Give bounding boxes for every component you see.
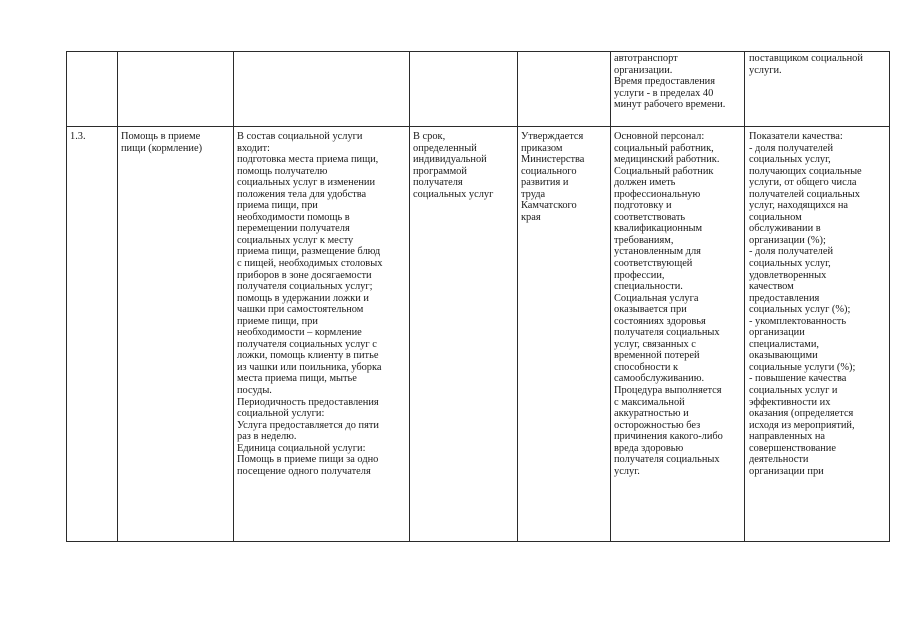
col-border-2 [233, 51, 234, 542]
text-line: социальный работник, [614, 142, 714, 154]
table-bottom-border [66, 541, 890, 542]
service-content-cell [237, 131, 407, 477]
text-line: В состав социальной услуги [237, 131, 363, 142]
text-line: социальной услуги: [237, 408, 325, 420]
text-line: Время предоставления [614, 76, 716, 88]
text-line: Основной персонал: [614, 131, 705, 142]
quality-cell [749, 131, 887, 477]
table-top-border [66, 51, 890, 52]
text-line: социальных услуг в изменении [237, 177, 376, 189]
text-line: услуги - в пределах 40 [614, 87, 714, 99]
text-line: раз в неделю. [237, 431, 297, 443]
text-line: с максимальной [614, 396, 685, 408]
text-line: посещение одного получателя [237, 465, 371, 477]
text-line: Социальный работник [614, 165, 714, 177]
text-line: предоставления [749, 292, 820, 304]
text-line: состояниях здоровья [614, 315, 706, 327]
text-line: способности к [614, 361, 679, 373]
text-line: определенный [413, 142, 477, 154]
text-line: услуг. [614, 465, 640, 477]
text-line: края [521, 211, 541, 223]
row-number: 1.3. [70, 131, 86, 142]
text-line: эффективности их [749, 396, 831, 408]
text-line: деятельности [749, 454, 809, 466]
text-line: направленных на [749, 431, 826, 443]
text-line: социальных услуг, [749, 258, 831, 270]
text-line: необходимости – кормление [237, 327, 362, 339]
text-line: помощь в удержании ложки и [237, 292, 369, 304]
text-line: приема пищи, при [237, 200, 318, 212]
text-line: получателя социальных [614, 454, 720, 466]
text-line: качеством [749, 281, 794, 293]
text-line: услуги, от общего числа [749, 177, 857, 189]
row-number-cell [70, 131, 115, 143]
text-line: причинения какого-либо [614, 431, 723, 443]
text-line: соответствовать [614, 211, 686, 223]
text-line: аккуратностью и [614, 408, 689, 420]
col-border-5 [610, 51, 611, 542]
text-line: ложки, помощь клиенту в питье [237, 350, 379, 362]
text-line: труда [521, 188, 546, 200]
text-line: социальных услуг и [749, 385, 838, 397]
text-line: услуг, находящихся на [749, 200, 849, 212]
text-line: положения тела для удобства [237, 188, 367, 200]
term-cell [413, 131, 515, 200]
text-line: развития и [521, 177, 569, 189]
prev-row-conditions-cell [614, 53, 742, 111]
text-line: программой [413, 165, 467, 177]
text-line: минут рабочего времени. [614, 99, 726, 111]
text-line: квалификационным [614, 223, 703, 235]
text-line: социальных услуг (%); [749, 304, 851, 316]
row-divider [66, 126, 890, 127]
text-line: - повышение качества [749, 373, 847, 385]
text-line: Министерства [521, 154, 585, 166]
text-line: приема пищи, размещение блюд [237, 246, 381, 258]
text-line: социальных услуг [413, 188, 494, 200]
text-line: временной потерей [614, 350, 700, 362]
text-line: услуги. [749, 64, 782, 76]
text-line: подготовку и [614, 200, 672, 212]
text-line: получателя социальных [614, 327, 720, 339]
text-line: получателя социальных услуг; [237, 281, 373, 293]
text-line: необходимости помощь в [237, 211, 350, 223]
text-line: - доля получателей [749, 246, 834, 258]
col-border-0 [66, 51, 67, 542]
text-line: из чашки или поильника, уборка [237, 361, 382, 373]
text-line: Помощь в приеме пищи за одно [237, 454, 379, 466]
text-line: приказом [521, 142, 563, 154]
col-border-7 [889, 51, 890, 542]
col-border-4 [517, 51, 518, 542]
text-line: требованиям, [614, 234, 674, 246]
text-line: осторожностью без [614, 419, 701, 431]
text-line: Процедура выполняется [614, 385, 722, 397]
text-line: оказания (определяется [749, 408, 854, 420]
text-line: получателя социальных услуг с [237, 338, 377, 350]
text-line: социальном [749, 211, 802, 223]
text-line: посуды. [237, 385, 272, 397]
text-line: поставщиком социальной [749, 53, 863, 64]
text-line: профессии, [614, 269, 665, 281]
text-line: должен иметь [614, 177, 676, 189]
text-line: Социальная услуга [614, 292, 699, 304]
text-line: Утверждается [521, 131, 584, 142]
text-line: удовлетворенных [749, 269, 827, 281]
text-line: медицинский работник. [614, 154, 720, 166]
text-line: самообслуживанию. [614, 373, 705, 385]
text-line: места приема пищи, мытье [237, 373, 357, 385]
text-line: совершенствование [749, 442, 836, 454]
text-line: - укомплектованность [749, 315, 847, 327]
text-line: Единица социальной услуги: [237, 442, 366, 454]
text-line: Помощь в приеме [121, 131, 201, 142]
text-line: автотранспорт [614, 53, 678, 64]
text-line: организации (%); [749, 234, 826, 246]
text-line: входит: [237, 142, 270, 154]
text-line: оказывается при [614, 304, 687, 316]
text-line: с пищей, необходимых столовых [237, 258, 383, 270]
text-line: специалистами, [749, 338, 819, 350]
text-line: организации [749, 327, 805, 339]
text-line: социальных услуг, [749, 154, 831, 166]
text-line: Показатели качества: [749, 131, 843, 142]
text-line: вреда здоровью [614, 442, 684, 454]
text-line: подготовка места приема пищи, [237, 154, 379, 166]
text-line: социального [521, 165, 577, 177]
text-line: специальности. [614, 281, 683, 293]
text-line: Услуга предоставляется до пяти [237, 419, 379, 431]
text-line: социальные услуги (%); [749, 361, 856, 373]
text-line: профессиональную [614, 188, 701, 200]
service-name-cell [121, 131, 231, 154]
text-line: приборов в зоне досягаемости [237, 269, 372, 281]
text-line: оказывающими [749, 350, 818, 362]
text-line: пищи (кормление) [121, 142, 203, 154]
text-line: перемещении получателя [237, 223, 350, 235]
text-line: исходя из мероприятий, [749, 419, 855, 431]
text-line: Камчатского [521, 200, 577, 212]
text-line: социальных услуг к месту [237, 234, 354, 246]
text-line: получателя [413, 177, 463, 189]
text-line: чашки при самостоятельном [237, 304, 364, 316]
col-border-1 [117, 51, 118, 542]
text-line: услуг, связанных с [614, 338, 696, 350]
text-line: индивидуальной [413, 154, 487, 166]
text-line: получателей социальных [749, 188, 860, 200]
text-line: - доля получателей [749, 142, 834, 154]
conditions-cell [614, 131, 742, 477]
text-line: получающих социальные [749, 165, 862, 177]
text-line: установленным для [614, 246, 701, 258]
text-line: Периодичность предоставления [237, 396, 379, 408]
col-border-6 [744, 51, 745, 542]
text-line: приеме пищи, при [237, 315, 318, 327]
prev-row-quality-cell [749, 53, 887, 76]
text-line: организации. [614, 64, 673, 76]
text-line: обслуживании в [749, 223, 821, 235]
text-line: соответствующей [614, 258, 693, 270]
text-line: В срок, [413, 131, 446, 142]
text-line: организации при [749, 465, 824, 477]
tariff-cell [521, 131, 608, 223]
col-border-3 [409, 51, 410, 542]
text-line: помощь получателю [237, 165, 328, 177]
